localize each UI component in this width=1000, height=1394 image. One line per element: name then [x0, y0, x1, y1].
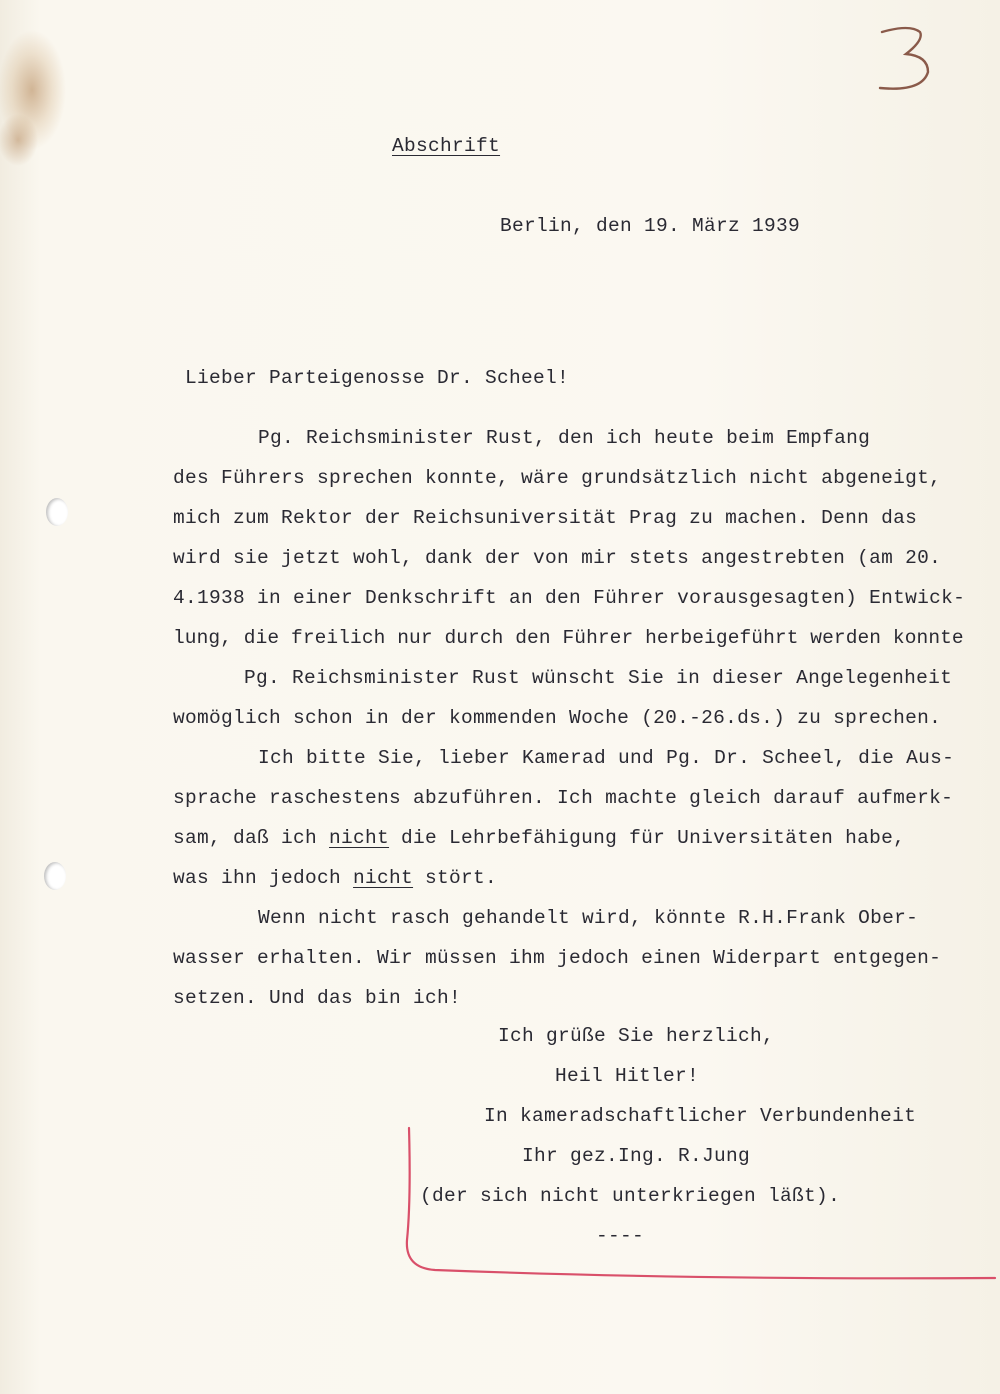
- closing-line: (der sich nicht unterkriegen läßt).: [420, 1185, 841, 1207]
- body-line: Ich bitte Sie, lieber Kamerad und Pg. Dr. Scheel, die Aus-: [258, 747, 955, 769]
- body-text-segment: sam, daß ich: [173, 827, 330, 849]
- closing-line: Ich grüße Sie herzlich,: [498, 1025, 775, 1047]
- body-line: lung, die freilich nur durch den Führer herbeigeführt werden konnte: [173, 627, 964, 649]
- burn-stain-lower: [0, 110, 50, 170]
- punch-hole-upper: [46, 498, 68, 526]
- body-text-segment: stört.: [413, 867, 498, 889]
- closing-line: Heil Hitler!: [555, 1065, 700, 1087]
- closing-dashes: ----: [596, 1225, 645, 1247]
- body-text-segment: die Lehrbefähigung für Universitäten habe,: [389, 827, 906, 849]
- body-line: 4.1938 in einer Denkschrift an den Führer vorausgesagten) Entwick-: [173, 587, 966, 609]
- red-pencil-mark: [395, 1120, 1000, 1290]
- underlined-emphasis: nicht: [329, 827, 390, 849]
- body-line: [173, 826, 905, 850]
- underlined-emphasis: nicht: [353, 867, 414, 889]
- document-title: Abschrift: [392, 135, 501, 157]
- body-line: Wenn nicht rasch gehandelt wird, könnte R.H.Frank Ober-: [258, 907, 919, 929]
- body-text-segment: was ihn jedoch: [173, 867, 354, 889]
- body-line: wasser erhalten. Wir müssen ihm jedoch einen Widerpart entgegen-: [173, 947, 942, 969]
- salutation: Lieber Parteigenosse Dr. Scheel!: [185, 367, 570, 389]
- body-line: [173, 866, 497, 890]
- body-line: sprache raschestens abzuführen. Ich machte gleich darauf aufmerk-: [173, 787, 954, 809]
- letter-date: Berlin, den 19. März 1939: [500, 215, 801, 237]
- signature-line: Ihr gez.Ing. R.Jung: [522, 1145, 751, 1167]
- body-line: Pg. Reichsminister Rust wünscht Sie in dieser Angelegenheit: [244, 667, 953, 689]
- body-line: mich zum Rektor der Reichsuniversität Prag zu machen. Denn das: [173, 507, 918, 529]
- body-line: des Führers sprechen konnte, wäre grundsätzlich nicht abgeneigt,: [173, 467, 942, 489]
- handwritten-page-number: [870, 20, 940, 100]
- body-line: wird sie jetzt wohl, dank der von mir stets angestrebten (am 20.: [173, 547, 942, 569]
- body-line: setzen. Und das bin ich!: [173, 987, 462, 1009]
- body-line: womöglich schon in der kommenden Woche (20.-26.ds.) zu sprechen.: [173, 707, 942, 729]
- closing-line: In kameradschaftlicher Verbundenheit: [484, 1105, 917, 1127]
- punch-hole-lower: [44, 862, 66, 890]
- body-line: Pg. Reichsminister Rust, den ich heute beim Empfang: [258, 427, 871, 449]
